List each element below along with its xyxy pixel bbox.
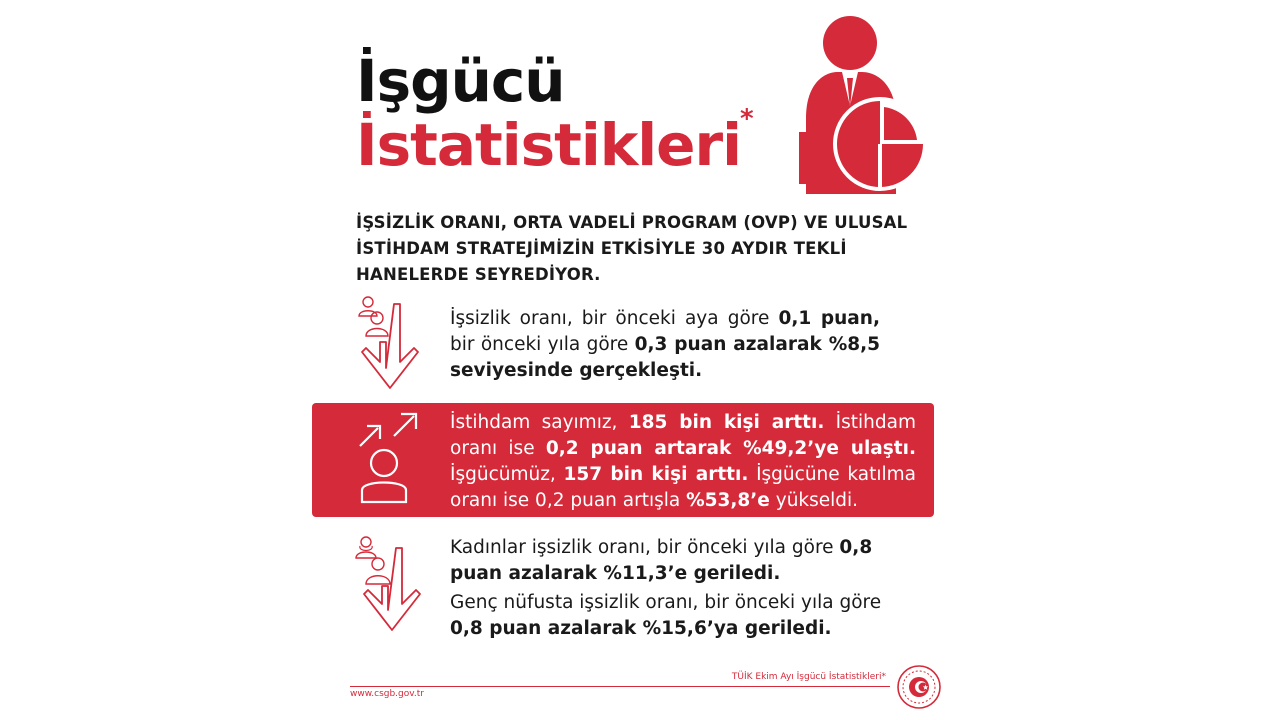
person-pie-icon [798,14,928,194]
footer-divider [350,686,890,687]
person-up-arrows-icon [354,410,420,506]
title-asterisk: * [740,104,754,134]
women-unemployment-text: Kadınlar işsizlik oranı, bir önceki yıla göre 0,8 puan azalarak %11,3’e geriledi. [450,537,873,584]
source-note: TÜİK Ekim Ayı İşgücü İstatistikleri* [731,672,886,682]
unemployment-rate-text: İşsizlik oranı, bir önceki aya göre 0,1 puan, bir önceki yıla göre 0,3 puan azalarak %8,5 seviyesinde gerçekleşti. [450,308,880,381]
employment-text: İstihdam sayımız, 185 bin kişi arttı. İstihdam oranı ise 0,2 puan artarak %49,2’ye ulaştı. İşgücümüz, 157 bin kişi arttı. İşgücüne katılma oranı ise 0,2 puan artışla %53,8’e yükseldi. [450,412,916,511]
youth-unemployment-text: Genç nüfusta işsizlik oranı, bir önceki yıla göre 0,8 puan azalarak %15,6’ya geriledi. [450,592,882,639]
woman-youth-down-arrow-icon [352,534,422,634]
intro-statement: İŞSİZLİK ORANI, ORTA VADELİ PROGRAM (OVP) VE ULUSAL İSTİHDAM STRATEJİMİZİN ETKİSİYLE 30 AYDIR TEKLİ HANELERDE SEYREDİYOR. [356,213,908,284]
people-down-arrow-icon [356,296,420,392]
title-line-1: İşgücü [356,47,565,115]
website-link[interactable]: www.csgb.gov.tr [350,689,424,699]
ministry-seal-icon [896,664,942,710]
title-line-2: İstatistikleri [356,111,741,179]
